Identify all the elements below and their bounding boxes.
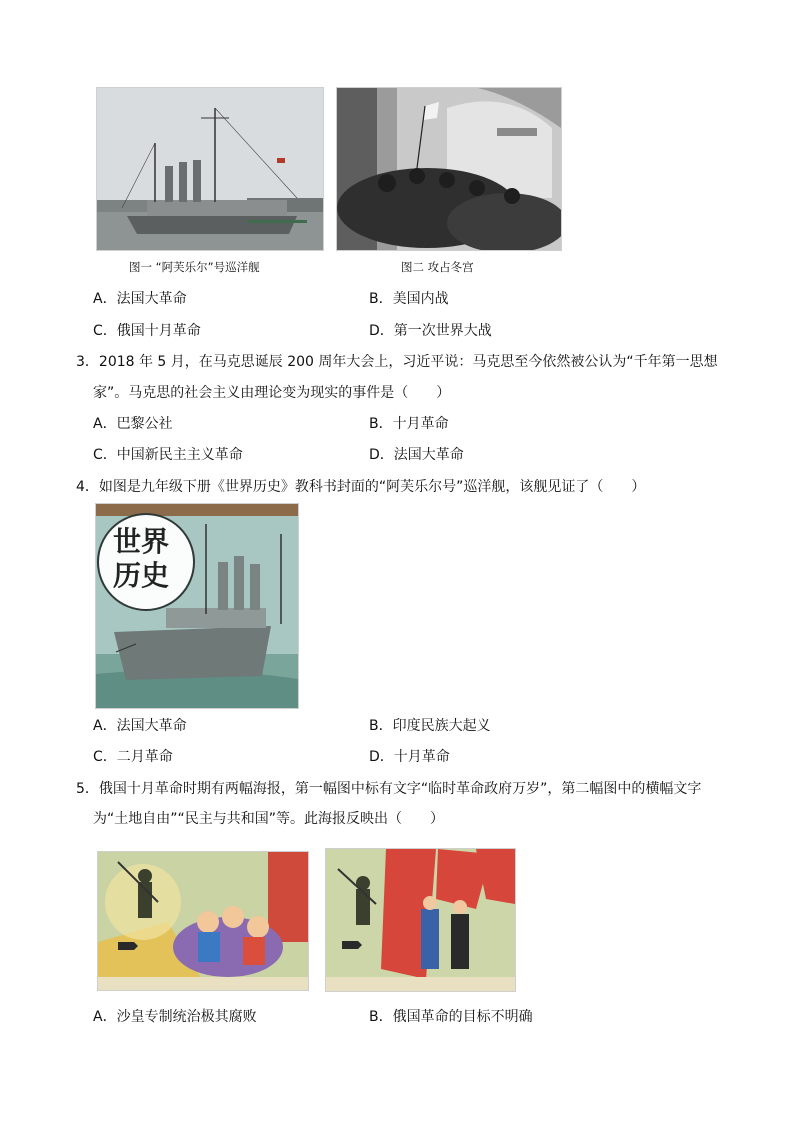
q5-stem-line2: 为“土地自由”“民主与共和国”等。此海报反映出（ ）	[93, 811, 445, 827]
aurora-cruiser-photo	[96, 87, 324, 251]
q2-option-c[interactable]: C．俄国十月革命	[93, 323, 201, 339]
figure1-caption: 图一 “阿芙乐尔”号巡洋舰	[129, 260, 260, 274]
q5-option-a[interactable]: A．沙皇专制统治极其腐败	[93, 1009, 257, 1025]
q4-option-d[interactable]: D．十月革命	[369, 749, 450, 765]
q5-stem-line1: 5．俄国十月革命时期有两幅海报，第一幅图中标有文字“临时革命政府万岁”，第二幅图中的横幅文字	[76, 781, 702, 797]
q3-option-a[interactable]: A．巴黎公社	[93, 416, 173, 432]
q2-option-a[interactable]: A．法国大革命	[93, 291, 187, 307]
q3-option-b[interactable]: B．十月革命	[369, 416, 449, 432]
q3-option-d[interactable]: D．法国大革命	[369, 447, 464, 463]
q4-option-b[interactable]: B．印度民族大起义	[369, 718, 491, 734]
textbook-cover-image	[95, 503, 299, 709]
q2-option-b[interactable]: B．美国内战	[369, 291, 449, 307]
q4-option-a[interactable]: A．法国大革命	[93, 718, 187, 734]
q2-option-d[interactable]: D．第一次世界大战	[369, 323, 492, 339]
q3-stem-line2: 家”。马克思的社会主义由理论变为现实的事件是（ ）	[93, 385, 451, 401]
q3-stem-line1: 3．2018 年 5 月，在马克思诞辰 200 周年大会上，习近平说：马克思至今依然被公认为“千年第一思想	[76, 354, 718, 370]
figure2-caption: 图二 攻占冬宫	[401, 260, 474, 274]
poster2-image	[325, 848, 516, 992]
q5-option-b[interactable]: B．俄国革命的目标不明确	[369, 1009, 533, 1025]
cover-title-line2: 历史	[113, 559, 170, 592]
cover-title-line1: 世界	[113, 525, 170, 558]
storming-winter-palace-image	[336, 87, 562, 251]
q4-option-c[interactable]: C．二月革命	[93, 749, 173, 765]
q4-stem-line1: 4．如图是九年级下册《世界历史》教科书封面的“阿芙乐尔号”巡洋舰，该舰见证了（ ）	[76, 479, 646, 495]
poster1-image	[97, 851, 309, 991]
q3-option-c[interactable]: C．中国新民主主义革命	[93, 447, 243, 463]
